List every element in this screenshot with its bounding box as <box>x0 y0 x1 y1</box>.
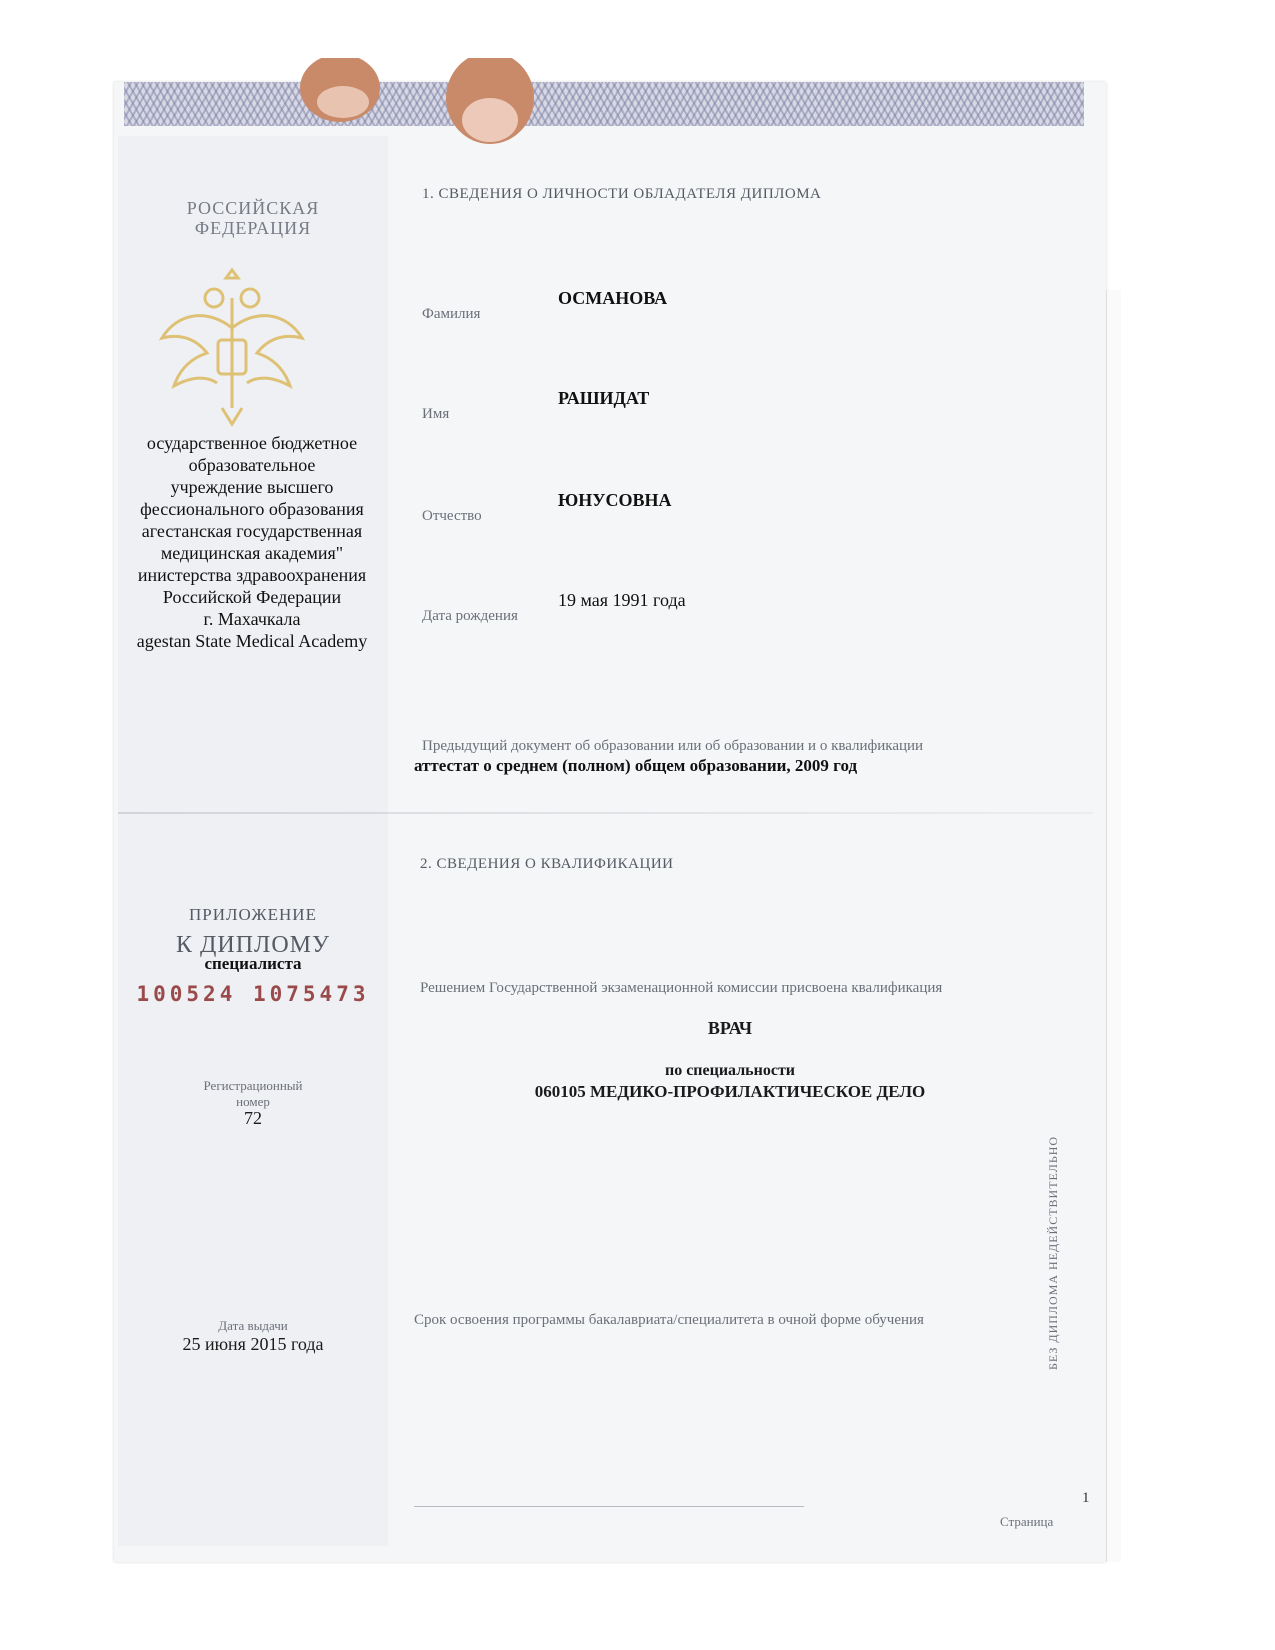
sheet-stack-edge <box>1106 290 1121 1562</box>
country-heading: РОССИЙСКАЯ ФЕДЕРАЦИЯ <box>186 198 320 238</box>
birth-date-value: 19 мая 1991 года <box>558 590 686 610</box>
section2-title: 2. СВЕДЕНИЯ О КВАЛИФИКАЦИИ <box>420 856 674 872</box>
specialty-value: 060105 МЕДИКО-ПРОФИЛАКТИЧЕСКОЕ ДЕЛО <box>534 1082 926 1101</box>
specialty-label: по специальности <box>664 1062 796 1079</box>
previous-document-value: аттестат о среднем (полном) общем образовании, 2009 год <box>414 756 858 775</box>
validity-note: БЕЗ ДИПЛОМА НЕДЕЙСТВИТЕЛЬНО <box>1046 1135 1060 1370</box>
patronymic-value: ЮНУСОВНА <box>558 490 672 510</box>
previous-document-label: Предыдущий документ об образовании или об образовании и о квалификации <box>422 738 924 754</box>
institution-name: осударственное бюджетное образовательное учреждение высшего фессионального образования агестанская государственная медицинская академия" инистерства здравоохранения Российской Федерации г. Махачкала agestan State Medical Academy <box>136 433 368 651</box>
diploma-type: специалиста <box>204 954 302 973</box>
issue-date-label: Дата выдачи <box>218 1318 288 1333</box>
name-value: РАШИДАТ <box>558 388 650 408</box>
registration-label: Регистрационный номер <box>203 1078 303 1109</box>
issue-date: 25 июня 2015 года <box>182 1334 324 1354</box>
page-label: Страница <box>1000 1514 1054 1529</box>
fingers-image <box>295 58 545 150</box>
appendix-subtitle: К ДИПЛОМУ <box>176 932 330 958</box>
ornament-band <box>124 82 1084 126</box>
coat-of-arms-icon <box>152 268 312 428</box>
section1-title: 1. СВЕДЕНИЯ О ЛИЧНОСТИ ОБЛАДАТЕЛЯ ДИПЛОМА <box>422 186 822 202</box>
appendix-title: ПРИЛОЖЕНИЕ <box>189 905 317 924</box>
commission-decision: Решением Государственной экзаменационной комиссии присвоена квалификация <box>420 980 943 996</box>
registration-number: 72 <box>244 1108 262 1128</box>
name-label: Имя <box>422 406 450 422</box>
program-duration-label: Срок освоения программы бакалавриата/специалитета в очной форме обучения <box>414 1312 924 1328</box>
qualification-value: ВРАЧ <box>707 1018 753 1038</box>
birth-date-label: Дата рождения <box>422 608 518 624</box>
surname-label: Фамилия <box>422 306 481 322</box>
signature-line <box>414 1506 804 1507</box>
serial-number: 100524 1075473 <box>136 982 370 1006</box>
page-number: 1 <box>1082 1490 1090 1506</box>
surname-value: ОСМАНОВА <box>558 288 668 308</box>
patronymic-label: Отчество <box>422 508 482 524</box>
fold-line <box>118 812 1093 814</box>
